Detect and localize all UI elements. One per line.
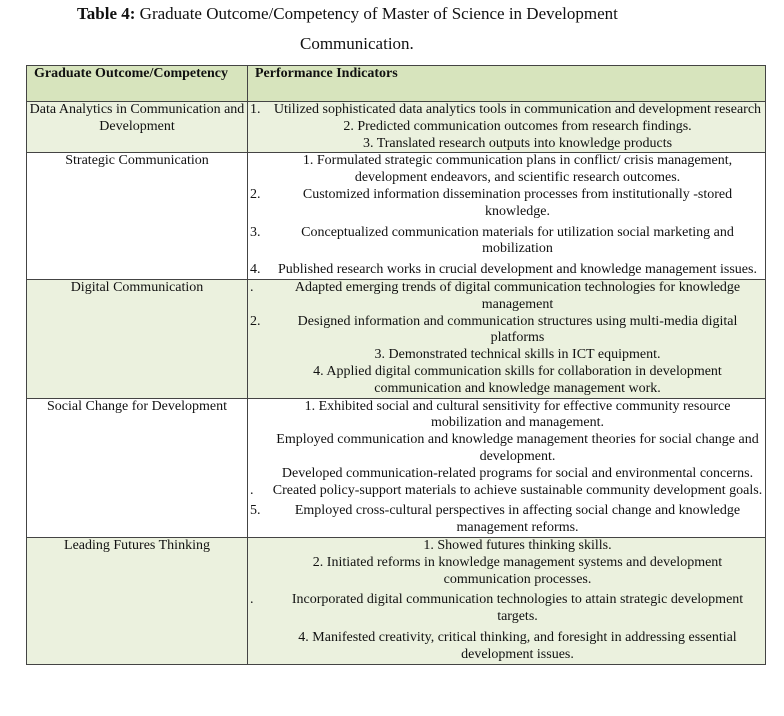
indicator-number: 4. [298, 629, 309, 645]
indicators-cell [248, 398, 766, 537]
indicator-item [248, 119, 765, 136]
indicators-cell [248, 279, 766, 398]
indicators-cell [248, 153, 766, 280]
indicator-number: 2. [250, 313, 261, 329]
indicator-text: Adapted emerging trends of digital communication technologies for knowledge management [294, 279, 741, 312]
indicator-number: . [250, 482, 254, 498]
indicator-text: 4. Applied digital communication skills for collaboration in development communication and knowledge management work. [313, 363, 722, 396]
indicator-item [248, 592, 765, 626]
caption-label: Table 4: [77, 4, 136, 23]
indicator-text: 2. Predicted communication outcomes from research findings. [343, 118, 692, 134]
indicator-number: 3. [362, 135, 374, 151]
table-header-row [27, 66, 766, 102]
indicators-cell [248, 102, 766, 153]
indicator-item [248, 136, 765, 153]
indicator-text: 3. Translated research outputs into knowledge products [362, 135, 673, 151]
indicator-item [248, 153, 765, 187]
indicator-number: 1. [304, 398, 316, 414]
indicator-number: 2. [250, 186, 261, 202]
indicator-item [248, 432, 765, 466]
indicator-number: . [250, 592, 254, 608]
indicator-number: 2. [343, 118, 354, 134]
competency-table [26, 65, 766, 665]
indicators-cell [248, 537, 766, 664]
indicator-text: Incorporated digital communication technologies to attain strategic development targets. [291, 592, 744, 625]
indicator-item [248, 466, 765, 483]
indicator-text: Conceptualized communication materials for utilization social marketing and mobilization [301, 224, 734, 257]
indicator-item [248, 280, 765, 314]
indicator-number: . [250, 279, 254, 295]
header-competency: Graduate Outcome/Competency [27, 66, 248, 102]
indicator-number: 4. [313, 363, 324, 379]
indicator-number: 1. [250, 102, 261, 117]
indicator-number: 4. [250, 262, 261, 278]
indicator-item [248, 102, 765, 119]
indicator-text: 1. Formulated strategic communication plans in conflict/ crisis management, development endeavors, and scientific research outcomes. [302, 153, 733, 186]
indicator-number: 2. [312, 554, 324, 570]
indicator-item [248, 555, 765, 589]
indicator-item [248, 225, 765, 259]
table-row [27, 537, 766, 664]
competency-cell: Data Analytics in Communication and Development [27, 102, 248, 153]
indicator-item [248, 399, 765, 433]
indicator-text: Created policy-support materials to achieve sustainable community development goals. [272, 482, 763, 498]
indicator-text: 4. Manifested creativity, critical thinking, and foresight in addressing essential development issues. [298, 629, 737, 662]
indicator-text: 1. Exhibited social and cultural sensitivity for effective community resource mobilization and management. [304, 398, 731, 431]
indicator-item [248, 630, 765, 664]
indicator-text: 2. Initiated reforms in knowledge management systems and development communication processes. [312, 554, 723, 587]
header-indicators: Performance Indicators [248, 66, 766, 102]
caption-line-2: Communication. [300, 34, 414, 53]
indicator-item [248, 314, 765, 348]
indicator-number: 3. [374, 347, 386, 363]
competency-cell: Digital Communication [27, 279, 248, 398]
table-row [27, 279, 766, 398]
table-row [27, 102, 766, 153]
caption-title: Graduate Outcome/Competency of Master of Science in Development [139, 4, 618, 23]
indicator-text: 3. Demonstrated technical skills in ICT equipment. [374, 347, 661, 363]
indicator-item [248, 364, 765, 398]
indicator-text: Utilized sophisticated data analytics tools in communication and development research [273, 102, 762, 117]
table-row [27, 398, 766, 537]
indicator-number: 3. [250, 224, 261, 240]
indicator-text: Customized information dissemination processes from institutionally -stored knowledge. [302, 186, 733, 219]
indicator-item [248, 347, 765, 364]
competency-cell: Social Change for Development [27, 398, 248, 537]
indicator-number: 1. [423, 537, 434, 553]
indicator-number: 5. [250, 503, 261, 519]
indicator-text: Developed communication-related programs for social and environmental concerns. [281, 465, 754, 481]
competency-cell: Strategic Communication [27, 153, 248, 280]
indicator-number: 1. [302, 153, 314, 169]
table-row [27, 153, 766, 280]
indicator-item [248, 483, 765, 500]
caption-line-1 [77, 4, 618, 24]
indicator-text: 1. Showed futures thinking skills. [423, 537, 612, 553]
indicator-text: Published research works in crucial development and knowledge management issues. [278, 262, 757, 278]
indicator-item [248, 503, 765, 537]
competency-cell: Leading Futures Thinking [27, 537, 248, 664]
indicator-text: Designed information and communication structures using multi-media digital platforms [297, 313, 738, 346]
indicator-item [248, 187, 765, 221]
indicator-text: Employed communication and knowledge management theories for social change and development. [276, 432, 759, 464]
indicator-text: Employed cross-cultural perspectives in affecting social change and knowledge management reforms. [294, 503, 741, 536]
indicator-item [248, 262, 765, 279]
indicator-item [248, 538, 765, 555]
